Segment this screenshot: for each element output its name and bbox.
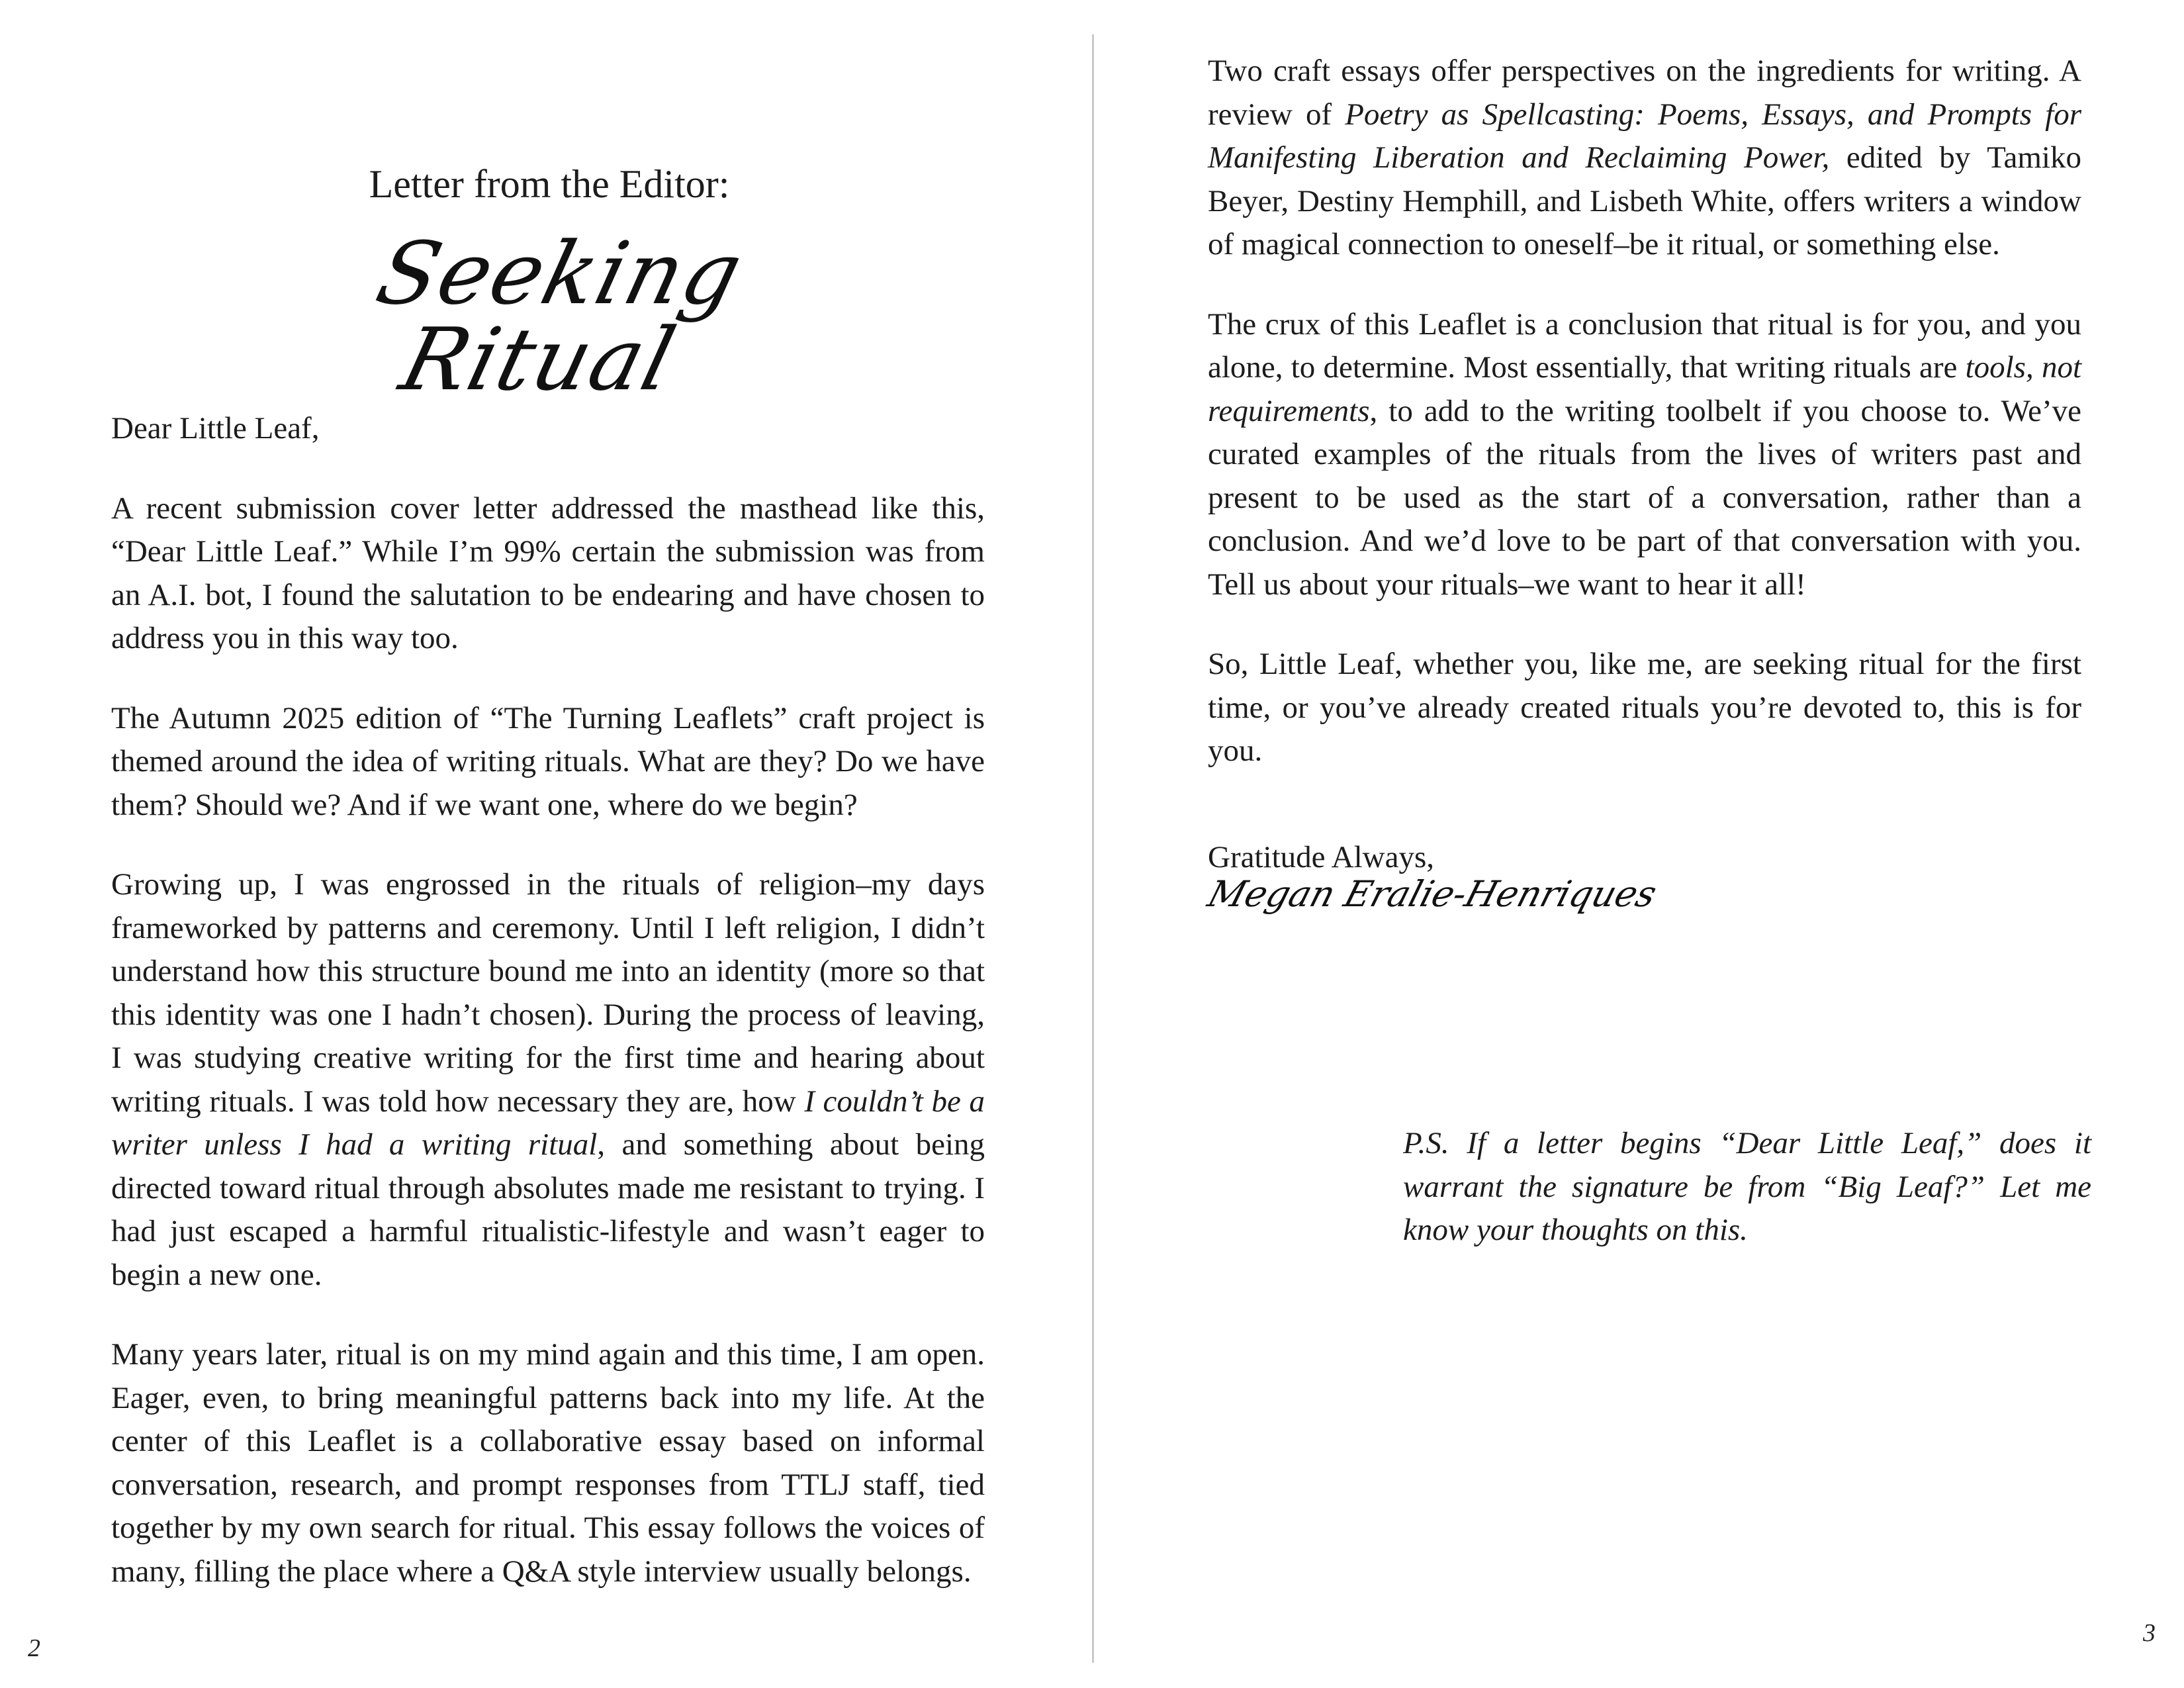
right-paragraph-1-italic: Poetry as Spellcasting: Poems, Essays, and Prompts for Manifesting Liberation and Reclaiming Power, (1208, 97, 2081, 175)
page-number-right: 3 (2143, 1619, 2156, 1647)
script-title: Seeking Ritual (367, 223, 753, 410)
right-paragraph-2-part-a: The crux of this Leaflet is a conclusion that ritual is for you, and you alone, to determine. Most essentially, that writing rituals are (1208, 306, 2081, 385)
page-number-left: 2 (28, 1634, 40, 1662)
postscript: P.S. If a letter begins “Dear Little Leaf,” does it warrant the signature be from “Big Leaf?” Let me know your thoughts on this. (1403, 1126, 2091, 1247)
right-paragraph-1 (1208, 50, 2081, 267)
right-paragraph-1-part-b: edited by Tamiko Beyer, Destiny Hemphill, and Lisbeth White, offers writers a window of magical connection to oneself–be it ritual, or something else. (1208, 140, 2081, 261)
paragraph-1: A recent submission cover letter addressed the masthead like this, “Dear Little Leaf.” While I’m 99% certain the submission was from an A.I. bot, I found the salutation to be endearing and have chosen to address you in this way too. (111, 491, 985, 655)
right-paragraph-2-part-b: , to add to the writing toolbelt if you choose to. We’ve curated examples of the rituals from the lives of writers past and present to be used as the start of a conversation, rather than a conclusion. And we’d love to be part of that conversation with you. Tell us about your rituals–we want to hear it all! (1208, 393, 2081, 602)
paragraph-3-part-a: Growing up, I was engrossed in the rituals of religion–my days frameworked by patterns and ceremony. Until I left religion, I didn’t understand how this structure bound me into an identity (more so that this identity was one I hadn’t chosen). During the process of leaving, I was studying creative writing for the first time and hearing about writing rituals. I was told how necessary they are, how (111, 867, 985, 1119)
heading-title: Letter from the Editor: (369, 162, 730, 206)
right-paragraph-3: So, Little Leaf, whether you, like me, are seeking ritual for the first time, or you’ve already created rituals you’re devoted to, this is for you. (1208, 647, 2081, 768)
paragraph-2: The Autumn 2025 edition of “The Turning Leaflets” craft project is themed around the idea of writing rituals. What are they? Do we have them? Should we? And if we want one, where do we begin? (111, 700, 985, 822)
letter-heading (238, 162, 860, 410)
paragraph-3-part-b: , and something about being directed toward ritual through absolutes made me resistant to trying. I had just escaped a harmful ritualistic-lifestyle and wasn’t eager to begin a new one. (111, 1127, 985, 1292)
editor-signature: Megan Eralie-Henriques (1203, 872, 1662, 915)
right-paragraph-2-italic: tools, not requirements (1208, 350, 2081, 428)
right-column (1203, 50, 2081, 915)
closing-line: Gratitude Always, (1208, 839, 1434, 874)
salutation: Dear Little Leaf, (111, 411, 320, 445)
left-column (111, 407, 985, 1630)
right-paragraph-2 (1208, 303, 2081, 607)
paragraph-3 (111, 863, 985, 1297)
right-paragraph-1-part-a: Two craft essays offer perspectives on the ingredients for writing. A review of (1208, 54, 2081, 132)
right-page (1092, 0, 2184, 1688)
paragraph-4: Many years later, ritual is on my mind again and this time, I am open. Eager, even, to bring meaningful patterns back into my life. At the center of this Leaflet is a collaborative essay based on informal conversation, research, and prompt responses from TTLJ staff, tied together by my own search for ritual. This essay follows the voices of many, filling the place where a Q&A style interview usually belongs. (111, 1337, 985, 1589)
paragraph-3-italic: I couldn’t be a writer unless I had a writing ritual (111, 1084, 985, 1162)
